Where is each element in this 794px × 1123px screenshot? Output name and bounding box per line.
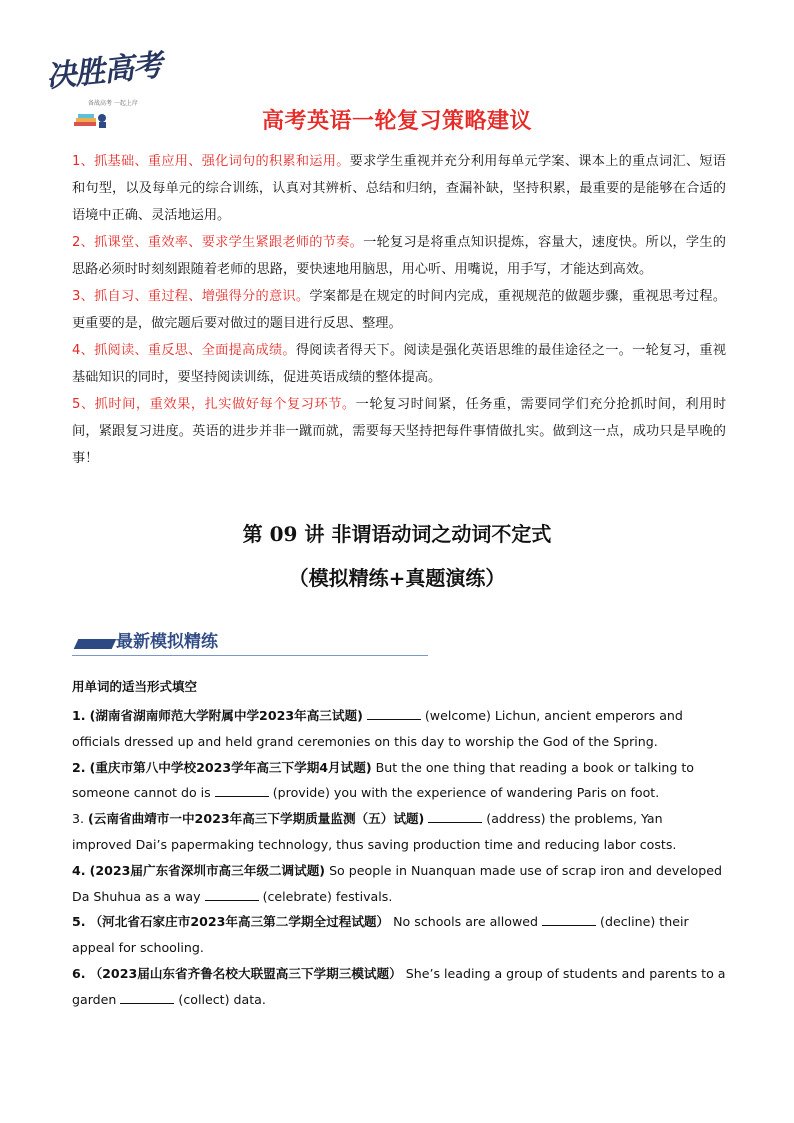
page-title: 高考英语一轮复习策略建议 (261, 109, 532, 134)
exercise-section (72, 674, 726, 1013)
question-text-after: data. (233, 991, 266, 1007)
strategy-heading: 3、抓自习、重过程、增强得分的意识。 (72, 289, 310, 304)
lecture-subtitle: （模拟精练+真题演练） (288, 566, 506, 590)
question-number: 3. (72, 811, 85, 827)
lecture-title: 第 09 讲 非谓语动词之动词不定式 (242, 522, 552, 546)
question-source: (重庆市第八中学校2023学年高三下学期4月试题) (89, 759, 372, 775)
section-bar-decoration (74, 639, 117, 649)
logo-text: 决胜高考 (44, 48, 164, 95)
question-number: 4. (72, 862, 86, 878)
exercise-instruction: 用单词的适当形式填空 (72, 679, 198, 694)
strategy-item (72, 148, 726, 229)
strategy-heading: 4、抓阅读、重反思、全面提高成绩。 (72, 343, 296, 358)
section-header (72, 630, 428, 656)
question-item (72, 703, 726, 755)
strategy-text: 得阅读者得天下。阅读是强化英语思维的最佳途径之一。一轮复习，重视基础知识的同时，要坚持阅读训练，促进英语成绩的整体提高。 (72, 343, 726, 385)
question-source: (2023届广东省深圳市高三年级二调试题) (89, 862, 326, 878)
section-underline (72, 655, 428, 656)
answer-blank[interactable] (205, 888, 259, 901)
question-hint: (collect) (178, 991, 230, 1007)
question-item (72, 961, 726, 1013)
question-source: （河北省石家庄市2023年高三第二学期全过程试题） (89, 914, 390, 930)
question-hint: (address) (486, 811, 546, 827)
question-text-after: festivals. (335, 888, 393, 904)
question-number: 2. (72, 759, 86, 775)
strategy-item (72, 229, 726, 283)
strategy-text: 学案都是在规定的时间内完成，重视规范的做题步骤，重视思考过程。更重要的是，做完题后要对做过的题目进行反思、整理。 (72, 289, 727, 331)
question-hint: (provide) (272, 785, 330, 801)
answer-blank[interactable] (542, 913, 596, 926)
question-hint: (decline) (600, 914, 656, 930)
answer-blank[interactable] (215, 784, 269, 797)
strategy-item (72, 391, 726, 472)
question-text-after: you with the experience of wandering Paris on foot. (333, 785, 660, 801)
question-source: (湖南省湖南师范大学附属中学2023年高三试题) (89, 708, 363, 723)
question-number: 6. (72, 965, 86, 981)
answer-blank[interactable] (428, 810, 482, 823)
question-text-before: No schools are allowed (393, 914, 543, 930)
question-hint: (celebrate) (262, 888, 332, 904)
strategy-item (72, 337, 726, 391)
question-source: (云南省曲靖市一中2023年高三下学期质量监测（五）试题) (88, 811, 425, 827)
strategy-heading: 2、抓课堂、重效率、要求学生紧跟老师的节奏。 (72, 235, 364, 250)
strategy-heading: 5、抓时间，重效果，扎实做好每个复习环节。 (72, 397, 356, 412)
question-item (72, 858, 726, 910)
question-text-before: But the one thing that reading a book or talking to someone cannot do is (72, 759, 694, 801)
question-text-after: their appeal for schooling. (72, 914, 689, 956)
question-item (72, 909, 726, 961)
answer-blank[interactable] (120, 991, 174, 1004)
question-number: 5. (72, 914, 86, 930)
question-text-after: the problems, Yan improved Dai’s papermaking technology, thus saving production time and reducing labor costs. (72, 811, 677, 852)
question-text-before: So people in Nuanquan made use of scrap iron and developed Da Shuhua as a way (72, 862, 722, 904)
strategy-text: 要求学生重视并充分利用每单元学案、课本上的重点词汇、短语和句型，以及每单元的综合训练，认真对其辨析、总结和归纳，查漏补缺，坚持积累，最重要的是能够在合适的语境中正确、灵活地运用。 (72, 154, 726, 223)
strategy-text: 一轮复习是将重点知识提炼，容量大，速度快。所以，学生的思路必须时时刻刻跟随着老师的思路，要快速地用脑思，用心听、用嘴说，用手写，才能达到高效。 (72, 235, 726, 277)
question-source: （2023届山东省齐鲁名校大联盟高三下学期三模试题） (89, 965, 402, 981)
logo-subtext: 备战高考 一起上岸 (88, 100, 138, 107)
strategy-text: 一轮复习时间紧，任务重，需要同学们充分抢抓时间，利用时间，紧跟复习进度。英语的进步并非一蹴而就，需要每天坚持把每件事情做扎实。做到这一点，成功只是早晚的事！ (72, 397, 727, 466)
question-item (72, 755, 726, 807)
strategy-item (72, 283, 726, 337)
question-text-after: Lichun, ancient emperors and officials dressed up and held grand ceremonies on this day to worship the God of the Spring. (72, 708, 683, 749)
question-text-before: She’s leading a group of students and parents to a garden (72, 965, 726, 1007)
question-hint: (welcome) (424, 708, 491, 723)
question-item (72, 806, 726, 858)
answer-blank[interactable] (367, 707, 421, 720)
strategy-heading: 1、抓基础、重应用、强化词句的积累和运用。 (72, 154, 350, 169)
section-header-label: 最新模拟精练 (116, 632, 218, 652)
strategy-list (72, 148, 726, 472)
question-number: 1. (72, 708, 86, 723)
